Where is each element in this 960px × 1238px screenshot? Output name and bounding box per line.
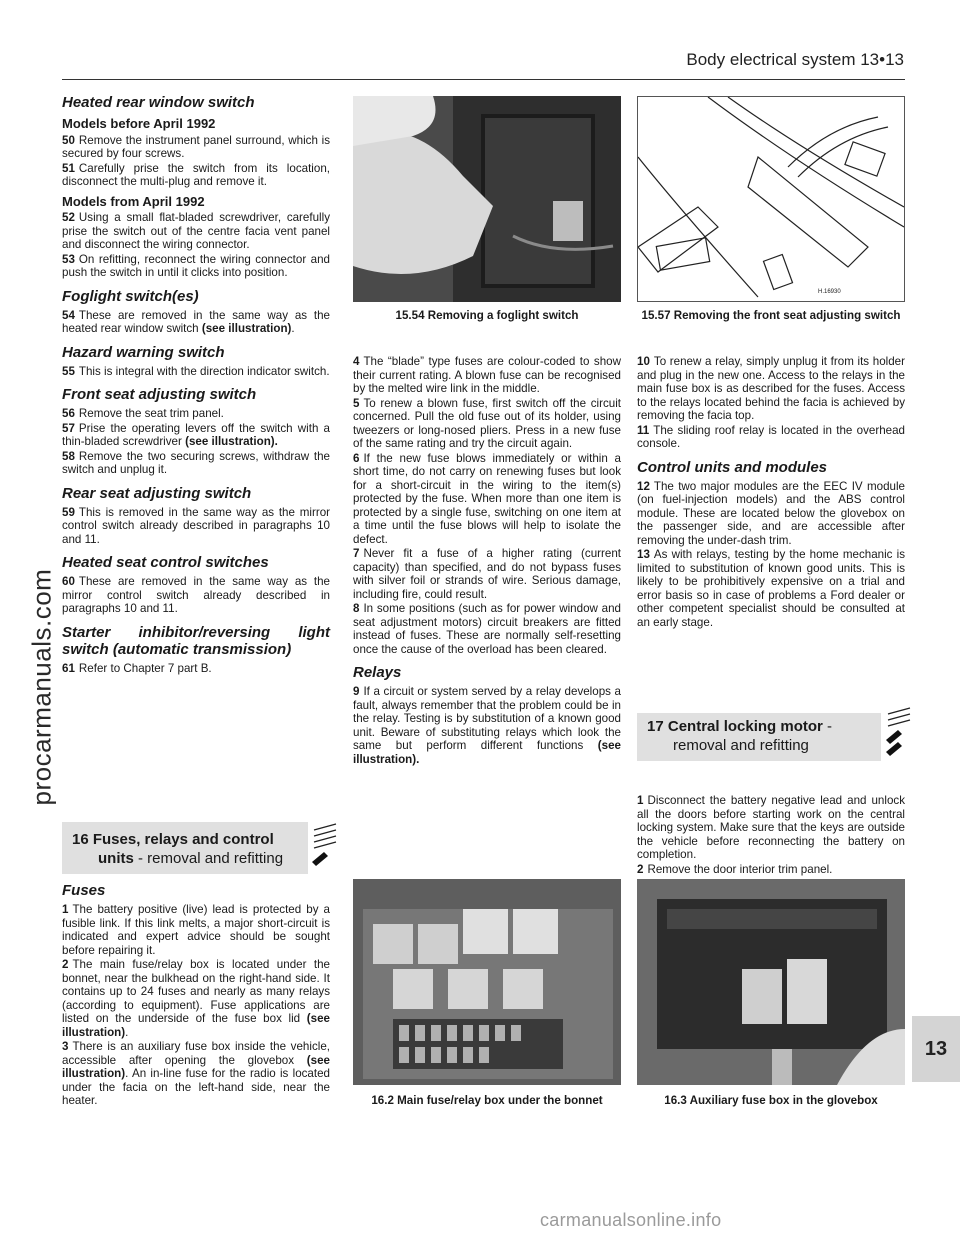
column-3: [637, 355, 905, 630]
drawing-front-seat-switch: [637, 96, 905, 302]
paragraph-16-11: 11 The sliding roof relay is located in the overhead console.: [637, 423, 905, 450]
photo-foglight-switch: [353, 96, 621, 302]
photo-main-fuse-box: [353, 879, 621, 1085]
paragraph-17-2: 2 Remove the door interior trim panel.: [637, 862, 833, 876]
column-2: [353, 355, 621, 767]
photo-auxiliary-fuse-box: [637, 879, 905, 1085]
chapter-tab: 13: [912, 1016, 960, 1082]
header-rule: [62, 79, 905, 80]
paragraph-61: 61 Refer to Chapter 7 part B.: [62, 661, 212, 675]
paragraph-54: 54 These are removed in the same way as the heated rear window switch (see illustration).: [62, 308, 330, 335]
paragraph-59: 59 This is removed in the same way as the mirror control switch already described in paragraphs 10 and 11.: [62, 505, 330, 546]
subheading-models-before: Models before April 1992: [62, 116, 216, 131]
caption-16-2: 16.2 Main fuse/relay box under the bonnet: [371, 1094, 603, 1107]
side-watermark: procarmanuals.com: [26, 568, 57, 806]
paragraph-16-4: 4 The “blade” type fuses are colour-coded to show their current rating. A blown fuse can be recognised by the melted wire link in the middle.: [353, 355, 621, 395]
paragraph-16-10: 10 To renew a relay, simply unplug it from its holder and plug in the new one. Access to the relays in the main fuse box is as described for the fuses. Access to the relays located behind the facia is achieved by removing the facia top.: [637, 355, 905, 422]
heading-rear-seat: Rear seat adjusting switch: [62, 484, 252, 502]
paragraph-16-5: 5 To renew a blown fuse, first switch off the circuit concerned. Pull the old fuse out of its holder, using tweezers or long-nosed pliers. Press in a new fuse of the same rating and try the circuit again.: [353, 396, 621, 450]
paragraph-16-8: 8 In some positions (such as for power window and seat adjustment motors) circuit breakers are fitted instead of fuses. These are normally self-resetting once the cause of the overload has been cleared.: [353, 602, 621, 656]
heading-relays: Relays: [353, 664, 402, 681]
paragraph-16-7: 7 Never fit a fuse of a higher rating (current capacity) than specified, and do not bypass fuses with silver foil or strands of wire. Serious damage, including fire, could result.: [353, 547, 621, 601]
heading-foglight: Foglight switch(es): [62, 287, 199, 305]
paragraph-16-12: 12 The two major modules are the EEC IV module (on fuel-injection models) and the ABS control module. These are located below the glovebox on the passenger side, and are accessible after removing the under-dash trim.: [637, 479, 905, 547]
heading-control-units: Control units and modules: [637, 458, 827, 476]
photo-main-fuse-box-image: [353, 879, 621, 1085]
column-1: [62, 94, 330, 676]
paragraph-56: 56 Remove the seat trim panel.: [62, 407, 224, 420]
caption-16-3: 16.3 Auxiliary fuse box in the glovebox: [664, 1094, 878, 1107]
column-3-bottom: [637, 794, 905, 877]
page-header-title: Body electrical system 13•13: [686, 50, 904, 69]
heading-front-seat: Front seat adjusting switch: [62, 386, 257, 403]
paragraph-50: 50 Remove the instrument panel surround, which is secured by four screws.: [62, 133, 330, 160]
paragraph-57: 57 Prise the operating levers off the switch with a thin-bladed screwdriver (see illustration).: [62, 421, 330, 448]
drawing-ref-label: H.16930: [818, 289, 841, 295]
spanner-icon-17: [882, 706, 916, 756]
paragraph-16-3: 3 There is an auxiliary fuse box inside the vehicle, accessible after opening the glovebox (see illustration). An in-line fuse for the radio is located under the facia on the left-hand side, near the heater.: [62, 1040, 330, 1107]
heading-heated-seat: Heated seat control switches: [62, 554, 269, 571]
heading-starter-inhibitor: Starter inhibitor/reversing light switch (automatic transmission): [62, 623, 330, 658]
column-1-bottom: [62, 882, 330, 1109]
paragraph-16-1: 1 The battery positive (live) lead is protected by a fusible link. If this link melts, a major short-circuit is indicated and expert advice should be sought before repairing it.: [62, 903, 330, 957]
paragraph-17-1: 1 Disconnect the battery negative lead and unlock all the doors before starting work on the central locking system. Make sure that the keys are outside the vehicle before reconnecting the battery on completion.: [637, 794, 905, 861]
section-16-header: 16 Fuses, relays and control units - removal and refitting: [62, 822, 308, 874]
paragraph-58: 58 Remove the two securing screws, withdraw the switch and unplug it.: [62, 449, 330, 476]
heading-heated-rear-window: Heated rear window switch: [62, 94, 255, 111]
spanner-icon: [308, 822, 342, 872]
caption-15-57: 15.57 Removing the front seat adjusting switch: [641, 309, 901, 322]
heading-fuses: Fuses: [62, 882, 106, 899]
paragraph-16-6: 6 If the new fuse blows immediately or within a short time, do not carry on renewing fuses but look for a short-circuit in the wiring to the item(s) protected by the fuse. When more than one item is protected by a single fuse, switching on one item at a time until the fuse blows will help to isolate the defect.: [353, 451, 621, 546]
caption-15-54: 15.54 Removing a foglight switch: [395, 309, 579, 322]
section-17-header: 17 Central locking motor - removal and refitting: [637, 713, 881, 761]
heading-hazard: Hazard warning switch: [62, 343, 225, 361]
photo-auxiliary-fuse-box-image: [637, 879, 905, 1085]
paragraph-16-2: 2 The main fuse/relay box is located under the bonnet, near the bulkhead on the right-hand side. It contains up to 24 fuses and nearly as many relays (according to equipment). Fuse applications are listed on the underside of the fuse box lid (see illustration).: [62, 958, 330, 1039]
paragraph-52: 52 Using a small flat-bladed screwdriver, carefully prise the switch out of the centre facia vent panel and disconnect the wiring connector.: [62, 211, 330, 251]
paragraph-53: 53 On refitting, reconnect the wiring connector and push the switch in until it clicks into position.: [62, 252, 330, 279]
subheading-models-from: Models from April 1992: [62, 193, 205, 209]
paragraph-51: 51 Carefully prise the switch from its location, disconnect the multi-plug and remove it.: [62, 161, 330, 188]
photo-foglight-switch-image: [353, 96, 621, 302]
paragraph-60: 60 These are removed in the same way as the mirror control switch already described in paragraphs 10 and 11.: [62, 575, 330, 615]
drawing-front-seat-switch-image: [638, 97, 904, 301]
paragraph-55: 55 This is integral with the direction indicator switch.: [62, 364, 330, 378]
footer-watermark: carmanualsonline.info: [540, 1210, 722, 1230]
paragraph-16-13: 13 As with relays, testing by the home mechanic is limited to substitution of known good units. This is likely to be prohibitively expensive on a trial and error basis so in case of problems a Ford dealer or other competent specialist should be consulted at an early stage.: [637, 548, 905, 629]
paragraph-16-9: 9 If a circuit or system served by a relay develops a fault, always remember that the problem could be in the relay. Testing is by substitution of a known good unit. Beware of substituting relays which look the same but perform different functions (see illustration).: [353, 685, 621, 766]
